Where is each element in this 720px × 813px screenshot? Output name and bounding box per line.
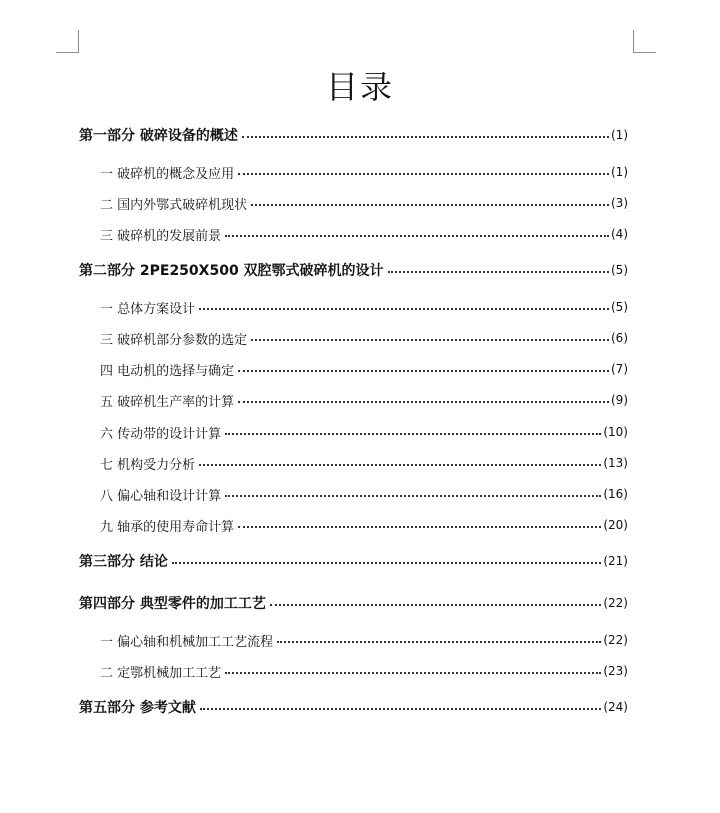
- toc-page-number: (10): [603, 425, 628, 439]
- toc-entry-label: 二 定鄂机械加工工艺: [100, 665, 222, 681]
- leader-dots: [225, 235, 609, 237]
- toc-entry-1-1[interactable]: [100, 162, 628, 182]
- toc-entry-label: 九 轴承的使用寿命计算: [100, 519, 235, 535]
- toc-entry-2-5[interactable]: [100, 390, 628, 410]
- toc-entry-label: 一 总体方案设计: [100, 301, 196, 317]
- toc-page-number: (9): [611, 393, 628, 407]
- toc-entry-2-8[interactable]: [100, 484, 628, 504]
- toc-part-4[interactable]: [79, 593, 628, 613]
- toc-entry-2-3[interactable]: [100, 328, 628, 348]
- toc-part-1[interactable]: [79, 125, 628, 145]
- toc-entry-4-2[interactable]: [100, 661, 628, 681]
- toc-page-number: (16): [603, 487, 628, 501]
- toc-entry-label: 第三部分 结论: [79, 554, 168, 570]
- toc-entry-2-6[interactable]: [100, 422, 628, 442]
- toc-entry-label: 第一部分 破碎设备的概述: [79, 128, 238, 144]
- toc-entry-label: 一 偏心轴和机械加工工艺流程: [100, 634, 274, 650]
- leader-dots: [238, 401, 609, 403]
- margin-mark-top-left: [56, 30, 79, 53]
- toc-entry-label: 三 破碎机部分参数的选定: [100, 332, 248, 348]
- leader-dots: [238, 526, 601, 528]
- toc-page-number: (22): [603, 596, 628, 610]
- toc-page-number: (7): [611, 362, 628, 376]
- leader-dots: [238, 173, 609, 175]
- toc-entry-2-7[interactable]: [100, 453, 628, 473]
- toc-entry-label: 第四部分 典型零件的加工工艺: [79, 596, 266, 612]
- toc-page-number: (22): [603, 633, 628, 647]
- toc-part-2[interactable]: [79, 260, 628, 280]
- toc-entry-1-3[interactable]: [100, 224, 628, 244]
- toc-page-number: (3): [611, 196, 628, 210]
- toc-entry-2-1[interactable]: [100, 297, 628, 317]
- toc-entry-label: 四 电动机的选择与确定: [100, 363, 235, 379]
- leader-dots: [238, 370, 609, 372]
- toc-entry-label: 第五部分 参考文献: [79, 700, 196, 716]
- toc-entry-label: 八 偏心轴和设计计算: [100, 488, 222, 504]
- toc-entry-label: 六 传动带的设计计算: [100, 426, 222, 442]
- leader-dots: [200, 708, 601, 710]
- toc-page-number: (13): [603, 456, 628, 470]
- leader-dots: [225, 495, 601, 497]
- leader-dots: [277, 641, 601, 643]
- toc-page-number: (6): [611, 331, 628, 345]
- toc-entry-label: 三 破碎机的发展前景: [100, 228, 222, 244]
- leader-dots: [225, 433, 601, 435]
- margin-mark-top-right: [633, 30, 656, 53]
- leader-dots: [251, 339, 609, 341]
- leader-dots: [199, 464, 601, 466]
- leader-dots: [242, 136, 609, 138]
- leader-dots: [388, 271, 609, 273]
- toc-page-number: (5): [611, 263, 628, 277]
- toc-part-3[interactable]: [79, 551, 628, 571]
- toc-entry-label: 一 破碎机的概念及应用: [100, 166, 235, 182]
- toc-page-number: (20): [603, 518, 628, 532]
- toc-page-number: (24): [603, 700, 628, 714]
- leader-dots: [270, 604, 601, 606]
- toc-page-number: (1): [611, 128, 628, 142]
- toc-entry-2-9[interactable]: [100, 515, 628, 535]
- toc-entry-label: 五 破碎机生产率的计算: [100, 394, 235, 410]
- toc-page-number: (1): [611, 165, 628, 179]
- toc-entry-label: 二 国内外鄂式破碎机现状: [100, 197, 248, 213]
- leader-dots: [172, 562, 601, 564]
- toc-page-number: (4): [611, 227, 628, 241]
- leader-dots: [225, 672, 601, 674]
- page-title: 目录: [325, 68, 394, 106]
- leader-dots: [199, 308, 609, 310]
- leader-dots: [251, 204, 609, 206]
- toc-page-number: (23): [603, 664, 628, 678]
- toc-entry-2-4[interactable]: [100, 359, 628, 379]
- toc-entry-label: 七 机构受力分析: [100, 457, 196, 473]
- toc-part-5[interactable]: [79, 697, 628, 717]
- toc-page-number: (5): [611, 300, 628, 314]
- toc-entry-1-2[interactable]: [100, 193, 628, 213]
- toc-page-number: (21): [603, 554, 628, 568]
- toc-entry-4-1[interactable]: [100, 630, 628, 650]
- toc-entry-label: 第二部分 2PE250X500 双腔鄂式破碎机的设计: [79, 263, 384, 279]
